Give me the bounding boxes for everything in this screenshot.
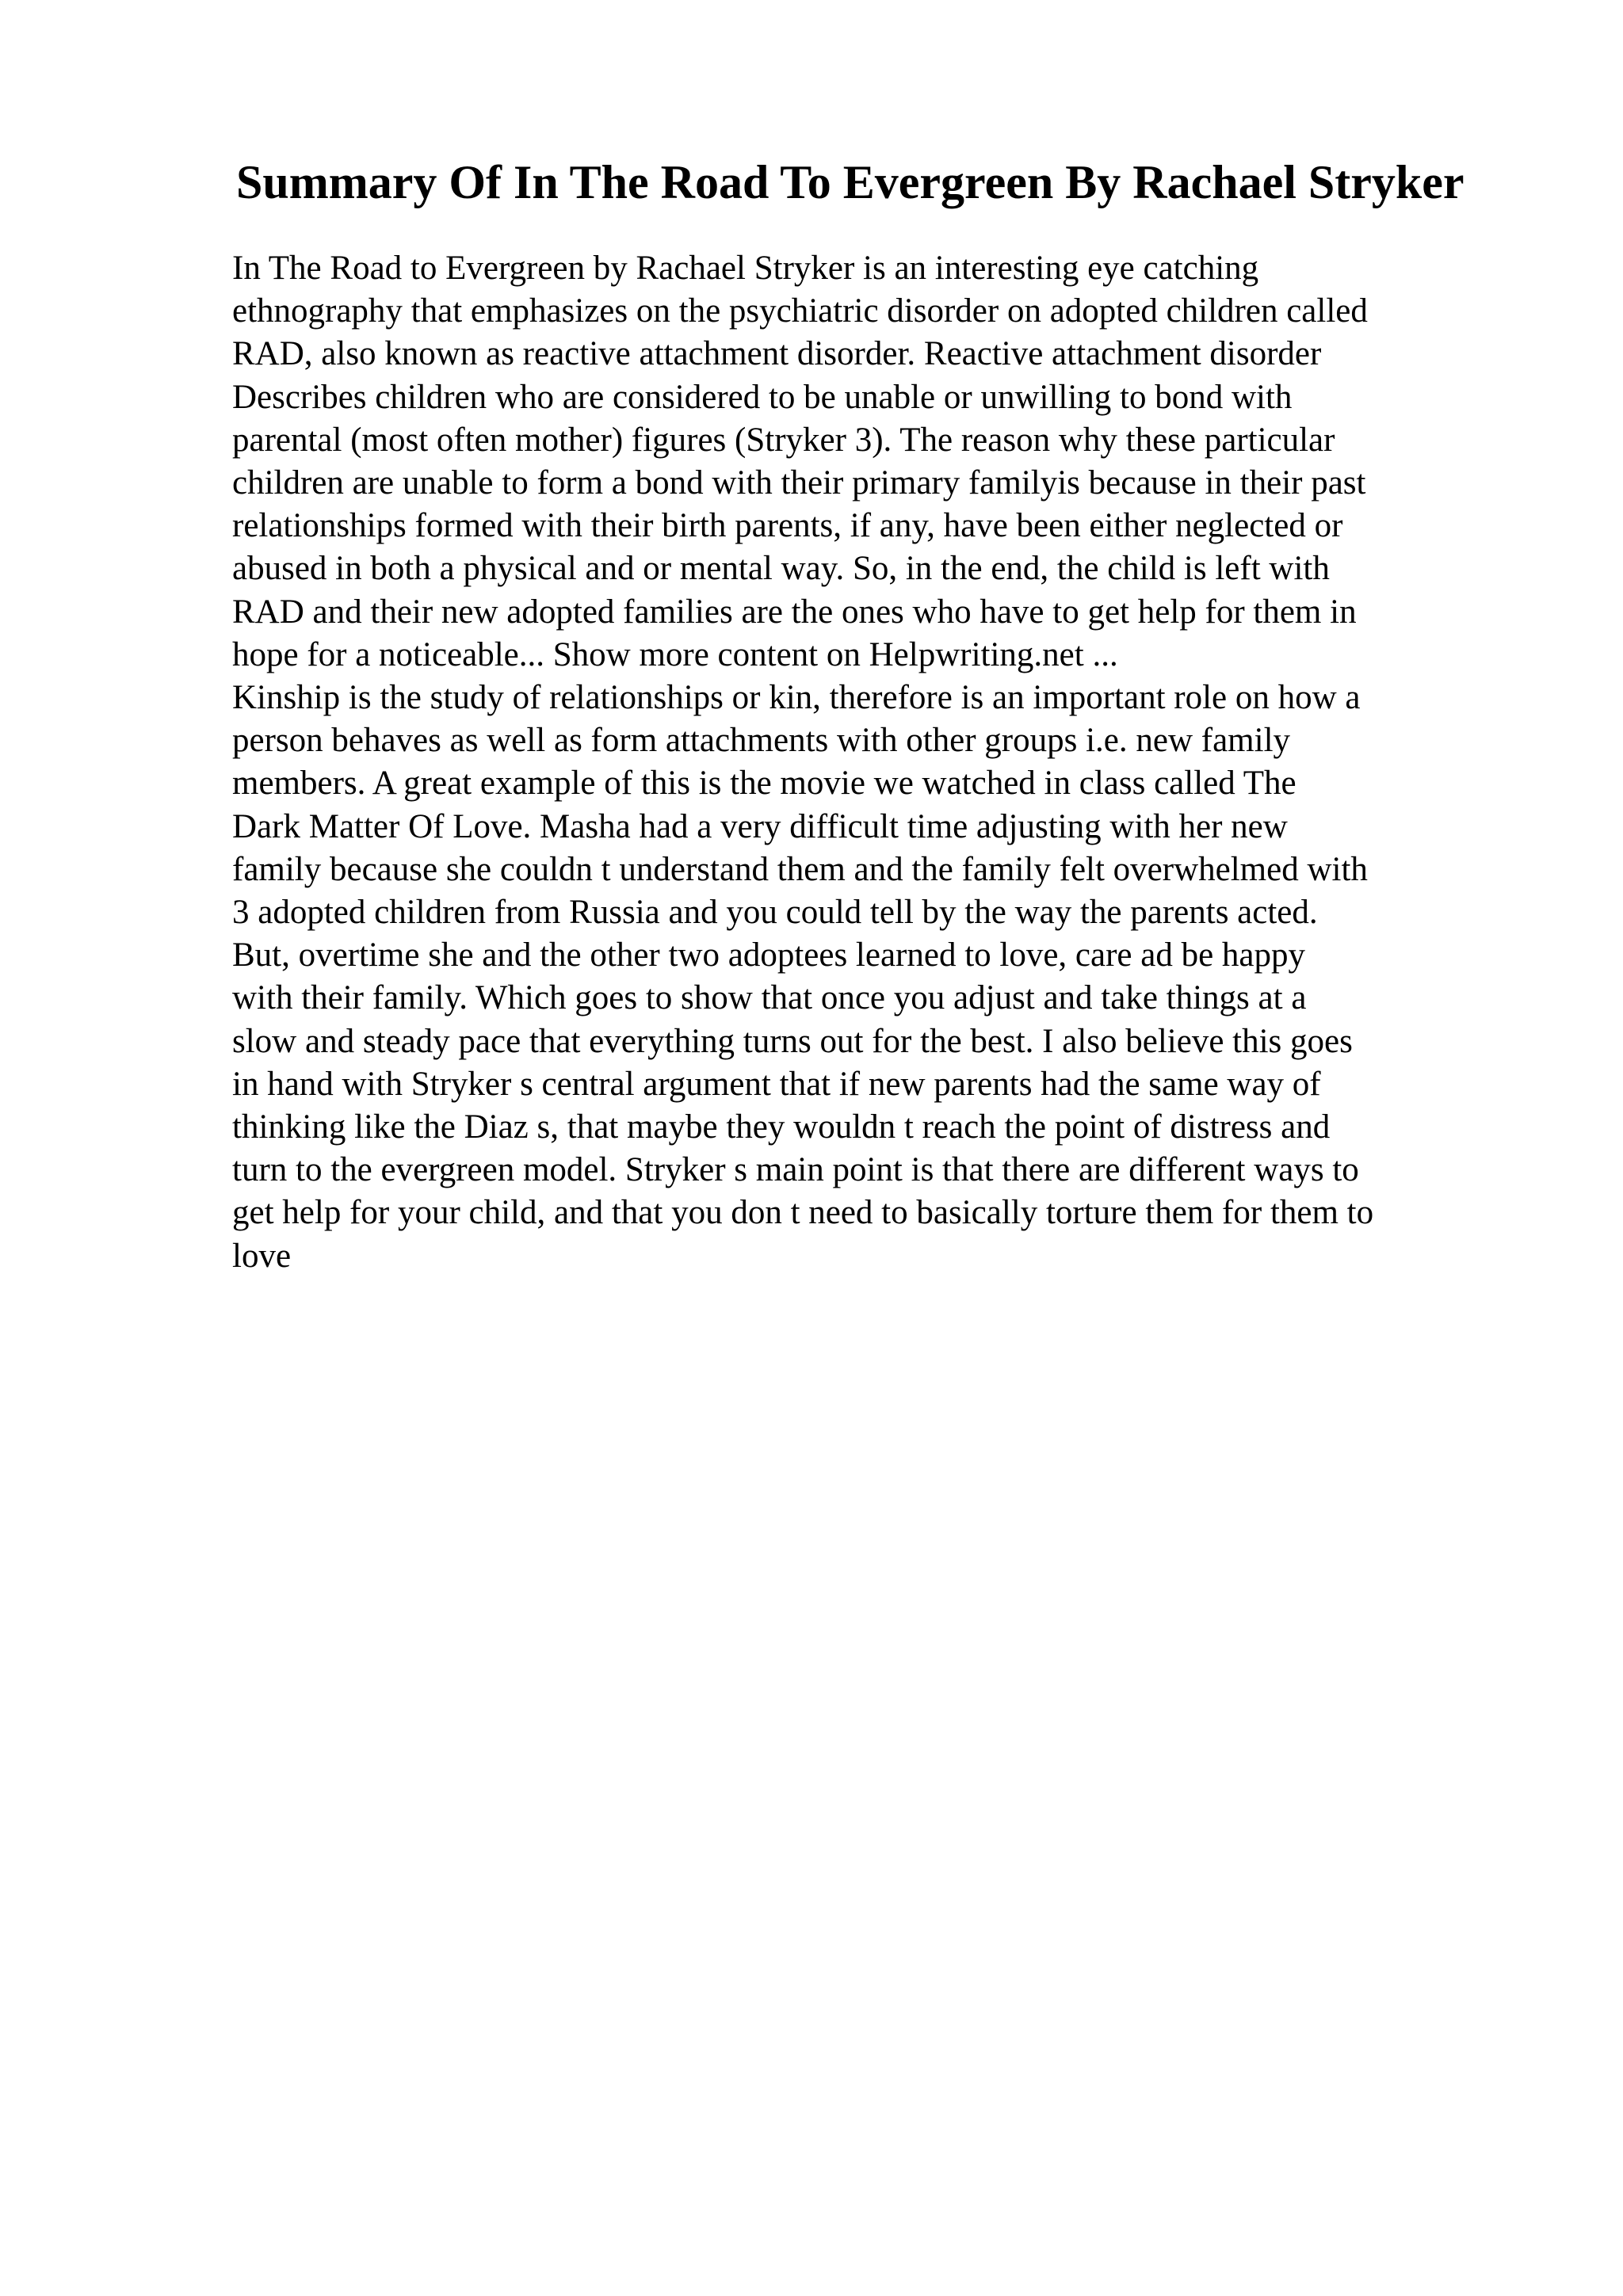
text-line: parental (most often mother) figures (Stryker 3). The reason why these particular bbox=[232, 421, 1335, 459]
text-line: Kinship is the study of relationships or kin, therefore is an important role on how a bbox=[232, 679, 1361, 717]
text-line: ethnography that emphasizes on the psychiatric disorder on adopted children called bbox=[232, 292, 1368, 330]
text-line: hope for a noticeable... Show more content on Helpwriting.net ... bbox=[232, 635, 1118, 673]
text-line: turn to the evergreen model. Stryker s main point is that there are different ways to bbox=[232, 1151, 1359, 1189]
document-title: Summary Of In The Road To Evergreen By Rachael Stryker bbox=[236, 156, 1465, 208]
text-line: Dark Matter Of Love. Masha had a very difficult time adjusting with her new bbox=[232, 807, 1288, 845]
text-line: children are unable to form a bond with their primary familyis because in their past bbox=[232, 464, 1366, 502]
text-line: get help for your child, and that you don t need to basically torture them for them to bbox=[232, 1194, 1374, 1232]
text-line: in hand with Stryker s central argument that if new parents had the same way of bbox=[232, 1065, 1321, 1103]
document-body bbox=[232, 247, 1500, 1278]
text-line: person behaves as well as form attachments with other groups i.e. new family bbox=[232, 722, 1291, 760]
paragraph-1 bbox=[232, 247, 1500, 677]
text-line: thinking like the Diaz s, that maybe they wouldn t reach the point of distress and bbox=[232, 1108, 1331, 1146]
text-line: with their family. Which goes to show that once you adjust and take things at a bbox=[232, 979, 1307, 1017]
text-line: RAD, also known as reactive attachment disorder. Reactive attachment disorder bbox=[232, 335, 1322, 373]
text-line: But, overtime she and the other two adoptees learned to love, care ad be happy bbox=[232, 936, 1306, 974]
text-line: slow and steady pace that everything turns out for the best. I also believe this goes bbox=[232, 1022, 1353, 1060]
text-line: Describes children who are considered to be unable or unwilling to bond with bbox=[232, 378, 1293, 416]
paragraph-2 bbox=[232, 677, 1500, 1278]
text-line: RAD and their new adopted families are the ones who have to get help for them in bbox=[232, 593, 1357, 631]
text-line: 3 adopted children from Russia and you could tell by the way the parents acted. bbox=[232, 894, 1318, 932]
text-line: love bbox=[232, 1237, 292, 1275]
text-line: relationships formed with their birth parents, if any, have been either neglected or bbox=[232, 507, 1343, 545]
text-line: abused in both a physical and or mental way. So, in the end, the child is left with bbox=[232, 550, 1330, 588]
text-line: family because she couldn t understand them and the family felt overwhelmed with bbox=[232, 850, 1368, 888]
text-line: In The Road to Evergreen by Rachael Stryker is an interesting eye catching bbox=[232, 250, 1259, 287]
text-line: members. A great example of this is the movie we watched in class called The bbox=[232, 765, 1296, 803]
